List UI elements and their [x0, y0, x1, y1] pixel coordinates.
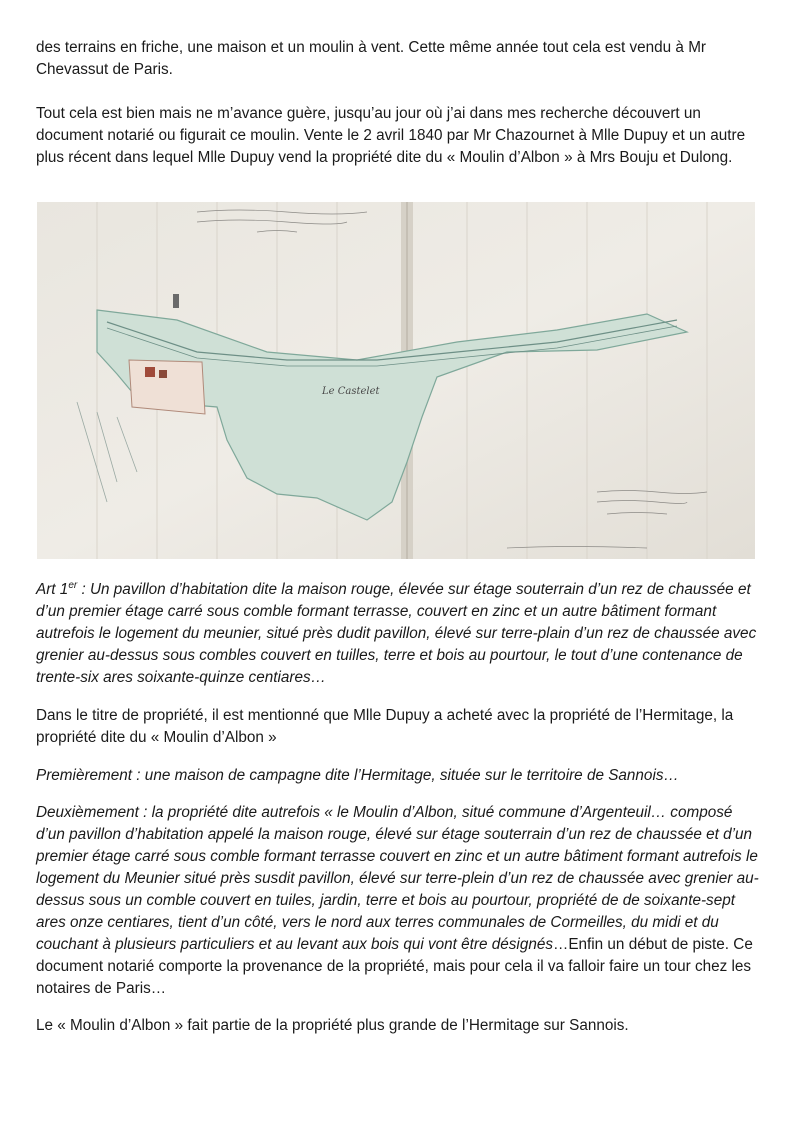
premierement-text: Premièrement : une maison de campagne dite l’Hermitage, située sur le territoire de Sannois…: [36, 767, 679, 784]
map-drawing: [37, 202, 755, 559]
deuxiemement-paragraph: [36, 802, 764, 1000]
article-1-quote: [36, 579, 764, 689]
article-text: : Un pavillon d’habitation dite la maison rouge, élevée sur étage souterrain d’un rez de chaussée et d’un premier étage carré sous comble formant terrasse, couvert en zinc et un autre bâtiment formant autrefois le logement du meunier, situé près dudit pavillon, élevé sur terre-plain d’un rez de chaussée avec grenier au-dessus sous combles couvert en tuilles, terre et bois au pourtour, le tout d’une contenance de trente-six ares soixante-quinze centiares…: [36, 581, 757, 686]
building-meunier: [159, 370, 167, 378]
paragraph-2: Tout cela est bien mais ne m’avance guère, jusqu’au jour où j’ai dans mes recherche découvert un document notarié ou figurait ce moulin. Vente le 2 avril 1840 par Mr Chazournet à Mlle Dupuy et un autre plus récent dans lequel Mlle Dupuy vend la propriété dite du « Moulin d’Albon » à Mrs Bouju et Dulong.: [36, 105, 746, 166]
closing-text: Le « Moulin d’Albon » fait partie de la propriété plus grande de l’Hermitage sur Sannois.: [36, 1017, 629, 1034]
title-paragraph: [36, 705, 764, 749]
parcel: [129, 360, 205, 414]
premierement-paragraph: [36, 765, 764, 787]
article-label: Art 1: [36, 581, 69, 598]
deuxiemement-normal: …Enfin un début de piste. Ce document notarié comporte la provenance de la propriété, mais pour cela il va falloir faire un tour chez les notaires de Paris…: [36, 936, 753, 997]
intro-block: [36, 37, 764, 169]
paragraph-1: des terrains en friche, une maison et un moulin à vent. Cette même année tout cela est vendu à Mr Chevassut de Paris.: [36, 39, 707, 78]
closing-paragraph: [36, 1015, 764, 1037]
titre-text: Dans le titre de propriété, il est mentionné que Mlle Dupuy a acheté avec la propriété de l’Hermitage, la propriété dite du « Moulin d’Albon »: [36, 707, 734, 746]
deuxiemement-italic: Deuxièmement : la propriété dite autrefois « le Moulin d’Albon, situé commune d’Argenteuil… composé d’un pavillon d’habitation appelé la maison rouge, élevé sur étage souterrain d’un rez de chaussée et d’un premier étage carré sous comble formant terrasse couvert en zinc et un autre bâtiment formant autrefois le logement du Meunier situé près susdit pavillon, élevé sur terre-plein d’un rez de chaussée avec grenier au-dessus sous un comble couvert en tuiles, jardin, terre et bois au pourtour, propriété de de soixante-sept ares onze centiares, tient d’un côté, vers le nord aux terres communales de Cormeilles, du midi et du couchant à plusieurs particuliers et au levant aux bois qui vont être désignés: [36, 804, 759, 953]
cadastral-map-photo: [37, 202, 755, 559]
map-label-main: Le Castelet: [322, 386, 380, 397]
article-ordinal: er: [68, 579, 78, 591]
building-maison-rouge: [145, 367, 155, 377]
